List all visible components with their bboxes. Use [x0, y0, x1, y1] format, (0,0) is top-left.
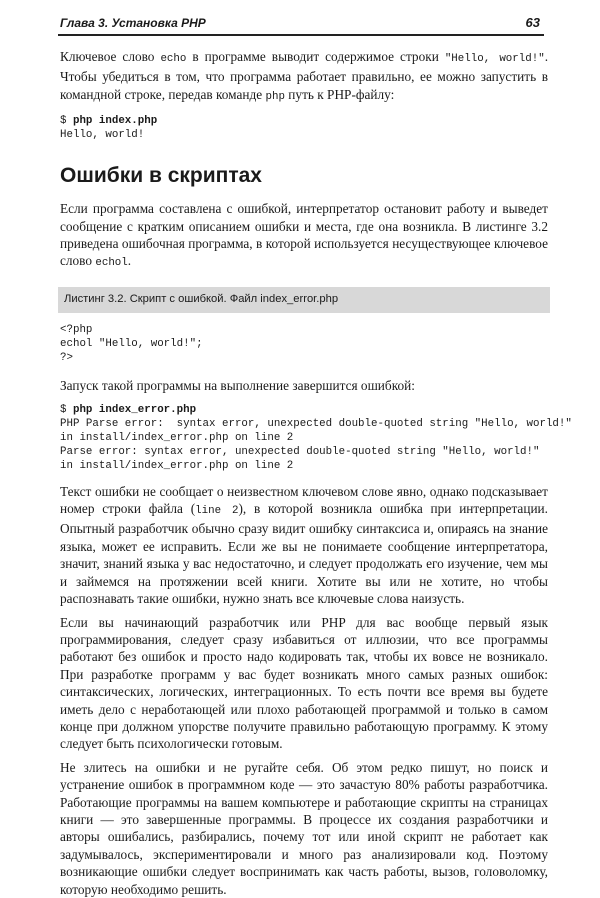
command-block-1: $ php index.php Hello, world! [60, 115, 158, 142]
inline-code-php: php [265, 90, 285, 103]
error-line: PHP Parse error: syntax error, unexpected double-quoted string "Hello, world!" [60, 417, 572, 430]
running-header [58, 14, 544, 36]
command-output: Hello, world! [60, 129, 145, 142]
section-heading: Ошибки в скриптах [60, 164, 262, 188]
listing-code: <?php echol "Hello, world!"; ?> [60, 324, 203, 365]
run-paragraph: Запуск такой программы на выполнение завершится ошибкой: [60, 378, 415, 394]
command-text: php index_error.php [72, 403, 197, 416]
paragraph-error-text: Текст ошибки не сообщает о неизвестном ключевом слове явно, однако подсказывает номер строки файла (line 2), в которой возникла ошибка при интерпретации. Опытный разработчик обычно сразу видит ошибку синтаксиса и, опираясь на знание языка, может ее исправить. Если же вы не понимаете сообщение интерпретатора, значит, знаний языка у вас недостаточно, и следует продолжать его изучение, чем мы и займемся на протяжении всей книги. Хотите вы или не хотите, но чтобы распознавать такие ошибки, нужно знать все ключевые слова наизусть. [60, 483, 548, 607]
listing-caption: Листинг 3.2. Скрипт с ошибкой. Файл index_error.php [58, 287, 550, 313]
inline-code-string: "Hello, world!" [444, 53, 545, 65]
inline-code-echo: echo [160, 53, 187, 65]
chapter-title: Глава 3. Установка PHP [60, 16, 206, 30]
intro-paragraph: Ключевое слово echo в программе выводит содержимое строки "Hello, world!". Чтобы убедиться в том, что программа работает правильно, ее можно запустить в командной строке, передав команде php путь к PHP-файлу: [60, 49, 549, 103]
page-body [60, 48, 572, 898]
inline-code-echol: echol [95, 257, 128, 270]
inline-code-line: line 2 [195, 505, 239, 518]
paragraph-dont-worry: Не злитесь на ошибки и не ругайте себя. Об этом редко пишут, но поиск и устранение ошибок в программном коде — это зачастую 80% работы разработчика. Работающие программы на вашем компьютере и работающие скрипты на страницах книги — это завершенные программы. В процессе их создания разработчики и авторы ошибались, разбирались, почему тот или иной скрипт не работает как задумывалось, экспериментировали и много раз анализировали код. Поэтому возникающие ошибки следует воспринимать как часть работы, вызов, головоломку, которую необходимо решить. [60, 759, 548, 897]
page-number: 63 [525, 15, 540, 30]
command-block-2: $ php index_error.php PHP Parse error: syntax error, unexpected double-quoted string "Hello, world!" in install/index_error.php on line 2 Parse error: syntax error, unexpected double-quoted string "Hello, world!" in install/index_error.php on line 2 [60, 403, 572, 472]
error-line: Parse error: syntax error, unexpected double-quoted string "Hello, world!" [60, 445, 540, 458]
section-paragraph: Если программа составлена с ошибкой, интерпретатор остановит работу и выведет сообщение с кратким описанием ошибки и места, где она возникла. В листинге 3.2 приведена ошибочная программа, в которой используется несуществующее ключевое слово echol. [60, 201, 548, 270]
paragraph-beginner: Если вы начинающий разработчик или PHP для вас вообще первый язык программирования, следует сразу избавиться от иллюзии, что все программы работают без ошибок и просто надо кодировать так, чтобы их вовсе не возникало. При разработке программ у вас будет возникать много самых разных ошибок: синтаксических, логических, интеграционных. То есть почти все время вы будете иметь дело с неработающей или плохо работающей программой и только в самом конце при должном упорстве получите правильно работающую программу. К этому следует быть психологически готовым. [60, 614, 548, 752]
error-line: in install/index_error.php on line 2 [60, 431, 294, 444]
error-line: in install/index_error.php on line 2 [60, 459, 294, 472]
command-text: php index.php [72, 115, 158, 128]
